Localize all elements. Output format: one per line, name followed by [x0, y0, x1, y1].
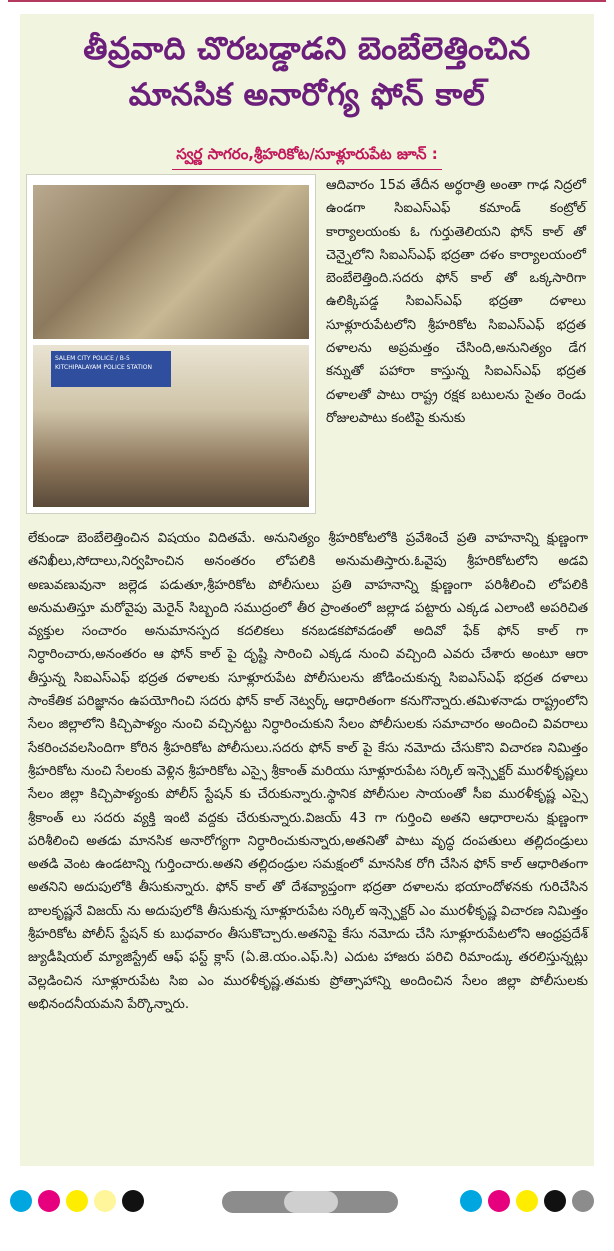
page-scrollbar[interactable] — [222, 1191, 398, 1213]
byline-container — [20, 144, 594, 170]
black-dot — [544, 1190, 566, 1212]
dateline-byline: స్వర్ణ సాగరం,శ్రీహరికోట/సూళ్లూరుపేట జూన్ : — [172, 145, 442, 170]
photo-police-station-group — [33, 345, 309, 507]
magenta-dot — [488, 1190, 510, 1212]
yellow-dot — [66, 1190, 88, 1212]
headline — [20, 26, 594, 118]
cyan-dot — [10, 1190, 32, 1212]
gray-dot — [572, 1190, 594, 1212]
police-station-signboard: SALEM CITY POLICE / B-5 KITCHIPALAYAM POLICE STATION — [51, 351, 171, 387]
headline-line-1: తీవ్రవాది చొరబడ్డాడని బెంబేలెత్తించిన — [83, 31, 531, 67]
black-dot — [122, 1190, 144, 1212]
photo-officers-with-accused — [33, 185, 309, 339]
cyan-dot — [460, 1190, 482, 1212]
magenta-dot — [38, 1190, 60, 1212]
yellow-dot — [516, 1190, 538, 1212]
top-border-rule — [8, 0, 606, 5]
article-intro-paragraph: ఆదివారం 15వ తేదీన అర్థరాత్రి అంతా గాఢ నిద్రలో ఉండగా సిఐఎస్ఎఫ్ కమాండ్ కంట్రోల్ కార్యాలయంకు ఓ గుర్తుతెలియని ఫోన్ కాల్ తో చెన్నైలోని సిఐఎస్ఎఫ్ భద్రతా దళం కార్యాలయంలో బెంబేలెత్తింది.సదరు ఫోన్ కాల్ తో ఒక్కసారిగా ఉలిక్కిపడ్డ సిఐఎస్ఎఫ్ భద్రతా దళాలు సూళ్లూరుపేటలోని శ్రీహరికోట సిఐఎస్ఎఫ్ భద్రత దళాలను అప్రమత్తం చేసింది,అనునిత్యం డేగ కన్నుతో పహారా కాస్తున్న సిఐఎస్ఎఫ్ భద్రత దళాలతో పాటు రాష్ట్ర రక్షక బటులను సైతం రెండు రోజులపాటు కంటిపై కునుకు — [326, 178, 586, 426]
news-article — [20, 14, 594, 1166]
headline-line-2: మానసిక అనారోగ్య ఫోన్ కాల్ — [128, 77, 486, 113]
news-photo-collage — [26, 174, 316, 514]
article-main-paragraph: లేకుండా బెంబేలెత్తించిన విషయం విదితమే. అనునిత్యం శ్రీహరికోటలోకి ప్రవేశించే ప్రతి వాహనాన్ని క్షుణ్ణంగా తనిఖీలు,సోదాలు,నిర్వహించిన అనంతరం లోపలికి అనుమతిస్తారు.ఓవైపు శ్రీహరికోటలోని అడవి అణువణువునా జల్లెడ పడుతూ,శ్రీహరికోట పోలీసులు ప్రతి వాహనాన్ని క్షుణ్ణంగా పరిశీలించి లోపలికి అనుమతిస్తూ మరోవైపు మెరైన్ సిబ్బంది సముద్రంలో తీర ప్రాంతంలో జల్లాడ పట్టారు ఎక్కడ ఎలాంటి అపరిచిత వ్యక్తుల సంచారం అనుమానస్పద కదలికలు కనబడకపోవడంతో అదివో ఫేక్ ఫోన్ కాల్ గా నిర్ధారించారు,అనంతరం ఆ ఫోన్ కాల్ పై దృష్టి సారించి ఎక్కడ నుంచి వచ్చింది ఎవరు చేశారు అంటూ ఆరా తీస్తున్న సిఐఎస్ఎఫ్ భద్రత దళాలకు సూళ్లూరుపేట పోలీసులను జోడించుకున్న సిఐఎస్ఎఫ్ భద్రత దళాలు సాంకేతిక పరిజ్ఞానం ఉపయోగించి సదరు ఫోన్ కాల్ నెట్వర్క్ ఆధారితంగా కనుగొన్నారు.తమిళనాడు రాష్ట్రంలోని సేలం జిల్లాలోని కిచ్చిపాళ్యం నుంచి వచ్చినట్టు నిర్ధారించుకుని సేలం పోలీసులకు సమాచారం అందించి వివరాలు సేకరించవలసిందిగా కోరిన శ్రీహరికోట పోలీసులు.సదరు ఫోన్ కాల్ పై కేసు నమోదు చేసుకొని విచారణ నిమిత్తం శ్రీహరికోట నుంచి సేలంకు వెళ్లిన శ్రీహరికోట ఎస్సై శ్రీకాంత్ మరియు సూళ్లూరుపేట సర్కిల్ ఇన్స్పెక్టర్ మురళీకృష్ణలు సేలం జిల్లా కిచ్చిపాళ్యంకు పోలీస్ స్టేషన్ కు చేరుకున్నారు.స్థానిక పోలీసుల సాయంతో సీఐ మురళీకృష్ణ ఎస్సై శ్రీకాంత్ లు సదరు వ్యక్తి ఇంటి వద్దకు చేరుకున్నారు.విజయ్ 43 గా గుర్తించి అతని ఆధారాలను క్షుణ్ణంగా పరిశీలించి అతడు మానసిక అనారోగ్యగా నిర్ధారించుకున్నారు,అతనితో పాటు వృద్ధ దంపతులు తల్లిదండ్రులు అతడి వెంట ఉండటాన్ని గుర్తించారు.అతని తల్లిదండ్రుల సమక్షంలో మానసిక రోగి చేసిన ఫోన్ కాల్ ఆధారితంగా అతనిని అదుపులోకి తీసుకున్నారు. ఫోన్ కాల్ తో దేశవ్యాప్తంగా భద్రతా దళాలను భయాందోళనకు గురిచేసిన బాలకృష్ణనే విజయ్ ను అదుపులోకి తీసుకున్న సూళ్లూరుపేట సర్కిల్ ఇన్స్పెక్టర్ ఎం మురళీకృష్ణ విచారణ నిమిత్తం శ్రీహరికోట పోలీస్ స్టేషన్ కు బుధవారం తీసుకొచ్చారు.అతనిపై కేసు నమోదు చేసి సూళ్లూరుపేటలోని ఆంధ్రప్రదేశ్ జ్యుడీషియల్ మ్యాజిస్ట్రేట్ ఆఫ్ ఫస్ట్ క్లాస్ (ఏ.జె.యం.ఎఫ్.సి) ఎదుట హాజరు పరిచి రిమాండ్కు తరలిస్తున్నట్లు వెల్లడించిన సూళ్లూరుపేట సిఐ ఎం మురళీకృష్ణ.తమకు ప్రోత్సాహాన్ని అందించిన సేలం జిల్లా పోలీసులకు అభినందనీయమని పేర్కొన్నారు. — [28, 531, 588, 1012]
scrollbar-thumb[interactable] — [284, 1191, 338, 1213]
light-yellow-dot — [94, 1190, 116, 1212]
